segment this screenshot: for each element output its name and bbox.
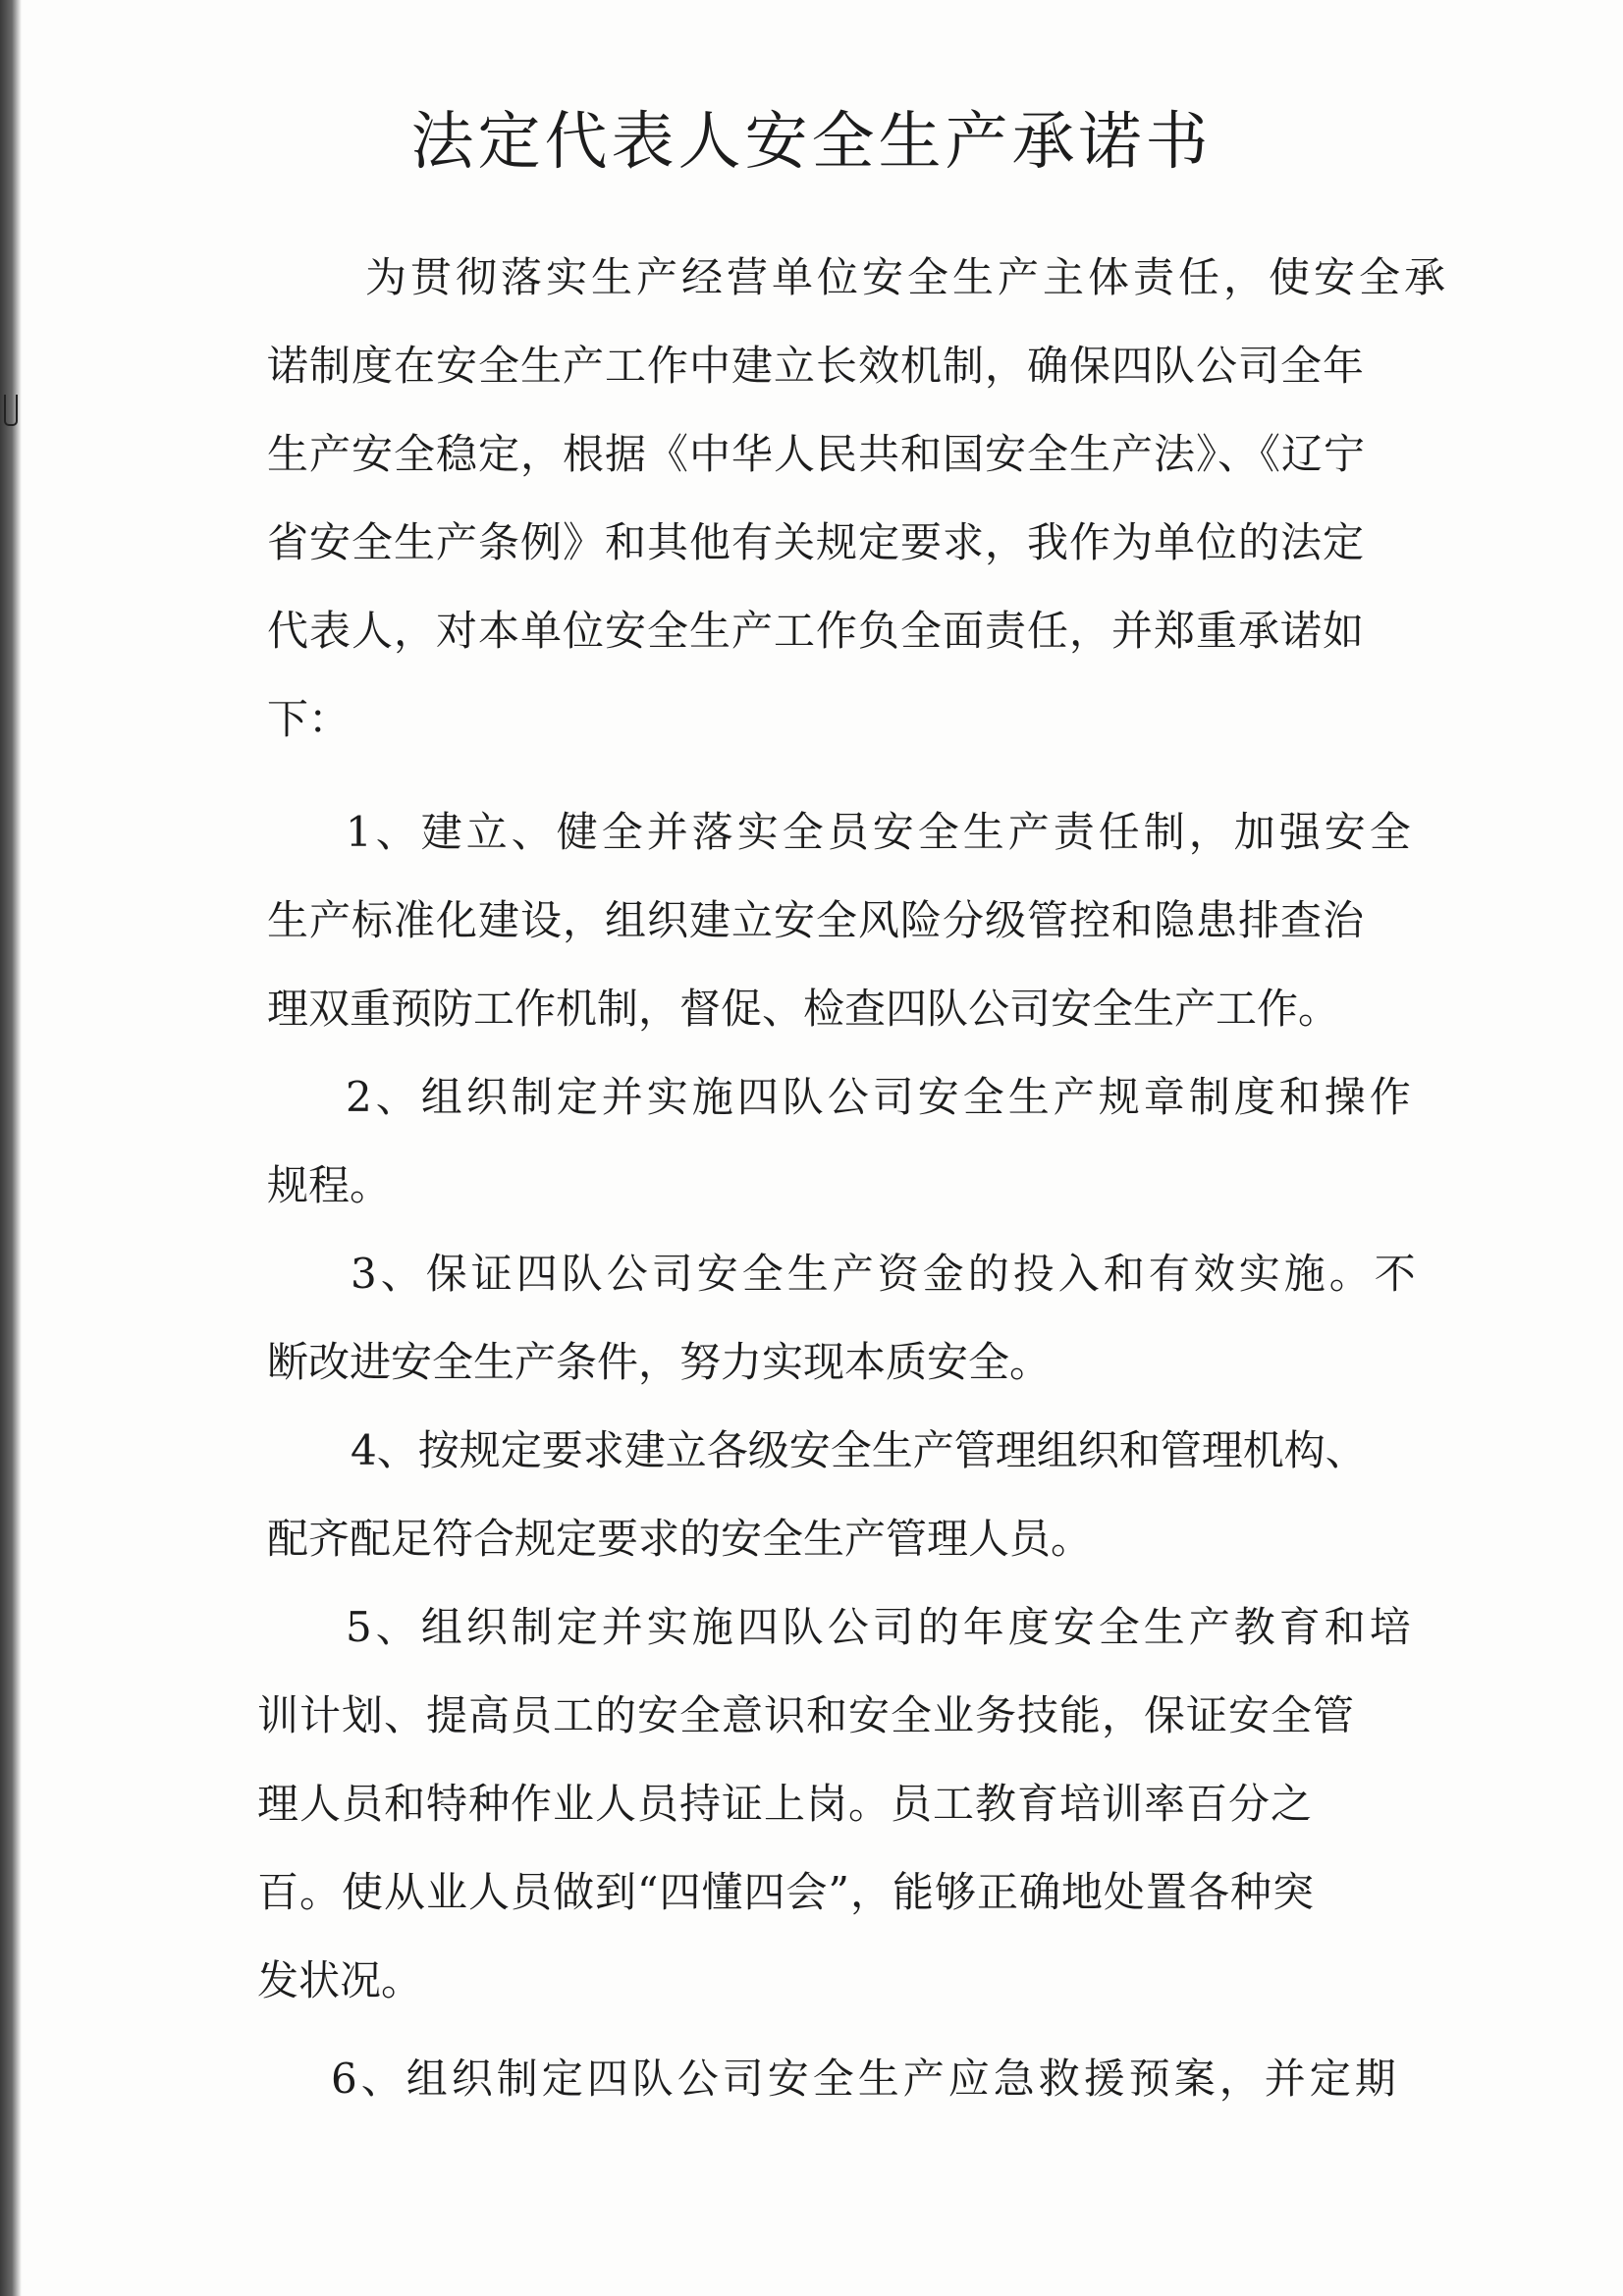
text-line: 省安全生产条例》和其他有关规定要求，我作为单位的法定 (267, 518, 1366, 566)
text-line: 为贯彻落实生产经营单位安全生产主体责任，使安全承 (365, 253, 1450, 301)
text-line: 4、按规定要求建立各级安全生产管理组织和管理机构、 (351, 1426, 1367, 1474)
text-line: 6、组织制定四队公司安全生产应急救援预案，并定期 (331, 2055, 1400, 2103)
text-line: 3、保证四队公司安全生产资金的投入和有效实施。不 (351, 1250, 1420, 1298)
text-line: 诺制度在安全生产工作中建立长效机制，确保四队公司全年 (267, 342, 1366, 390)
text-line: 代表人，对本单位安全生产工作负全面责任，并郑重承诺如 (267, 607, 1366, 655)
text-line: 断改进安全生产条件，努力实现本质安全。 (267, 1338, 1052, 1386)
text-line: 生产安全稳定，根据《中华人民共和国安全生产法》、《辽宁 (267, 430, 1367, 478)
text-line: 理双重预防工作机制，督促、检查四队公司安全生产工作。 (267, 985, 1340, 1033)
text-line: 百。使从业人员做到“四懂四会”，能够正确地处置各种突 (257, 1868, 1315, 1916)
text-line: 理人员和特种作业人员持证上岗。员工教育培训率百分之 (257, 1780, 1314, 1828)
scan-left-edge (0, 0, 22, 2296)
text-line: 2、组织制定并实施四队公司安全生产规章制度和操作 (346, 1073, 1415, 1121)
text-line: 生产标准化建设，组织建立安全风险分级管控和隐患排查治 (267, 896, 1366, 944)
text-line: 训计划、提高员工的安全意识和安全业务技能，保证安全管 (257, 1691, 1356, 1739)
text-line: 下： (267, 695, 351, 743)
scan-edge-mark (4, 395, 18, 426)
text-line: 规程。 (267, 1161, 392, 1209)
text-line: 5、组织制定并实施四队公司的年度安全生产教育和培 (346, 1603, 1415, 1651)
document-title: 法定代表人安全生产承诺书 (410, 106, 1213, 179)
text-line: 1、建立、健全并落实全员安全生产责任制，加强安全 (346, 808, 1415, 856)
text-line: 发状况。 (257, 1956, 423, 2004)
text-line: 配齐配足符合规定要求的安全生产管理人员。 (267, 1515, 1093, 1563)
